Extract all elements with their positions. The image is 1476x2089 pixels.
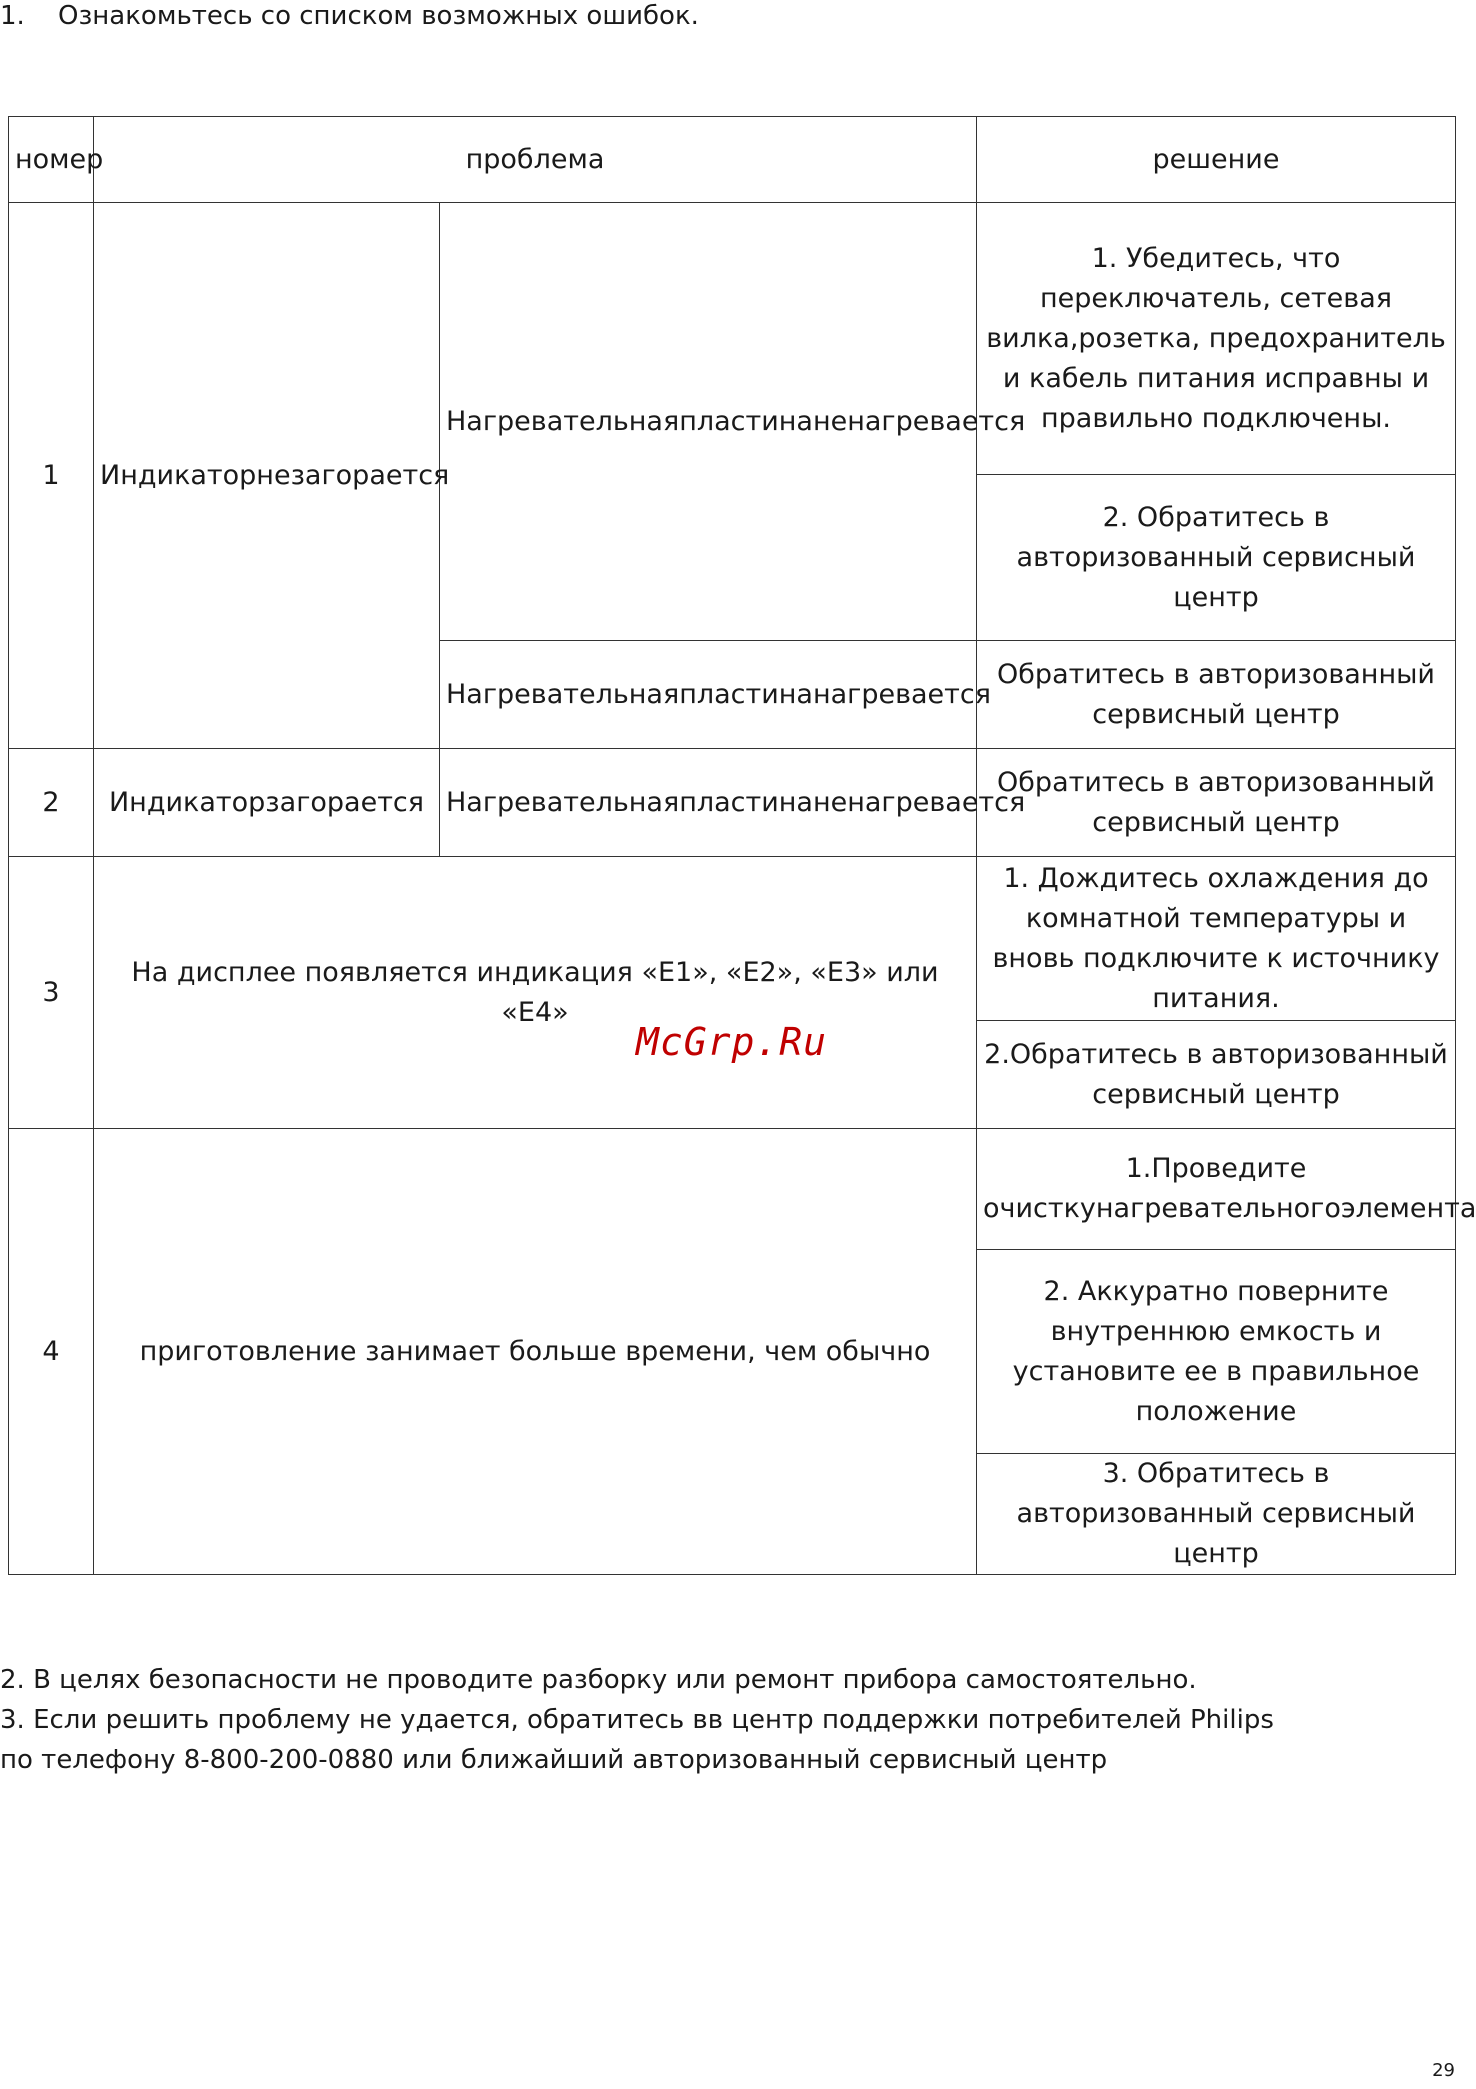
notes	[0, 1660, 1300, 1780]
page-number: 29	[1432, 2060, 1455, 2081]
solution-cell: 2.Обратитесь в авторизованный сервисный центр	[977, 1021, 1456, 1129]
row-number: 2	[9, 749, 94, 857]
troubleshooting-table	[8, 116, 1476, 1575]
solution-cell: 1. Дождитесь охлаждения до комнатной температуры и вновь подключите к источнику питания.	[977, 857, 1456, 1021]
solution-cell: 2. Аккуратно поверните внутреннюю емкость и установите ее в правильное положение	[977, 1250, 1456, 1454]
note-safety: 2. В целях безопасности не проводите разборку или ремонт прибора самостоятельно.	[0, 1665, 1197, 1695]
table-row	[9, 1129, 1456, 1250]
row-number: 3	[9, 857, 94, 1129]
table-row	[9, 203, 1456, 475]
header-solution: решение	[977, 117, 1456, 203]
table-header-row	[9, 117, 1456, 203]
problem-cell: На дисплее появляется индикация «E1», «E2», «E3» или «E4»	[94, 857, 977, 1129]
solution-cell: Обратитесь в авторизованный сервисный центр	[977, 641, 1456, 749]
problem-cell: Нагревательнаяпластинанагревается	[440, 641, 977, 749]
row-number: 4	[9, 1129, 94, 1575]
problem-cell: Нагревательнаяпластинаненагревается	[440, 203, 977, 641]
heading-text: Ознакомьтесь со списком возможных ошибок.	[58, 1, 699, 31]
indicator-cell: Индикаторзагорается	[94, 749, 440, 857]
problem-cell: приготовление занимает больше времени, чем обычно	[94, 1129, 977, 1575]
section-heading	[0, 0, 699, 32]
watermark: McGrp.Ru	[636, 1020, 828, 1064]
solution-cell: 1. Убедитесь, что переключатель, сетевая вилка,розетка, предохранитель и кабель питания исправны и правильно подключены.	[977, 203, 1456, 475]
solution-cell: 1.Проведите очисткунагревательногоэлемента	[977, 1129, 1456, 1250]
solution-cell: 3. Обратитесь в авторизованный сервисный центр	[977, 1454, 1456, 1575]
note-support: 3. Если решить проблему не удается, обратитесь вв центр поддержки потребителей Philips по телефону 8-800-200-0880 или ближайший авторизованный сервисный центр	[0, 1705, 1274, 1775]
solution-cell: 2. Обратитесь в авторизованный сервисный центр	[977, 475, 1456, 641]
indicator-cell: Индикаторнезагорается	[94, 203, 440, 749]
row-number: 1	[9, 203, 94, 749]
table-row	[9, 857, 1456, 1021]
heading-number: 1.	[0, 1, 25, 31]
problem-cell: Нагревательнаяпластинаненагревается	[440, 749, 977, 857]
table-row	[9, 749, 1456, 857]
header-number: номер	[9, 117, 94, 203]
header-problem: проблема	[94, 117, 977, 203]
solution-cell: Обратитесь в авторизованный сервисный центр	[977, 749, 1456, 857]
